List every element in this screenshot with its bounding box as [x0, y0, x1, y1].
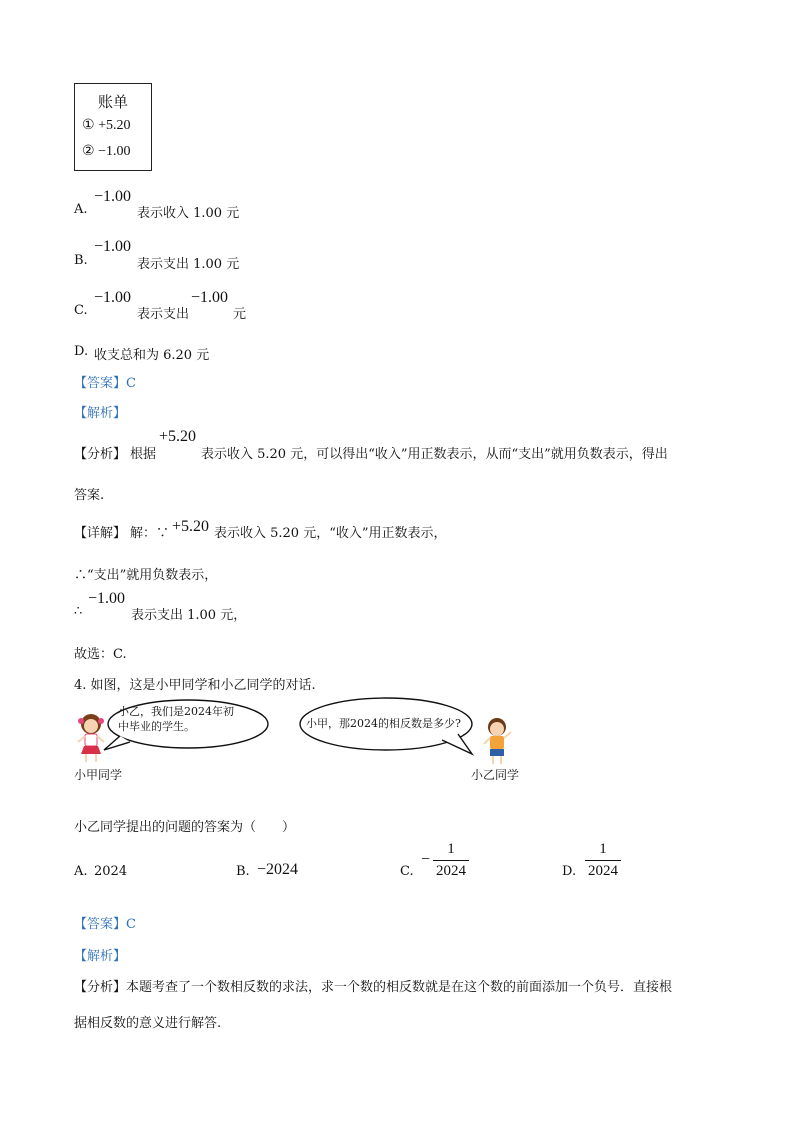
q3-xiangjie-math: +5.20 — [172, 518, 210, 535]
q4-question: 小乙同学提出的问题的答案为（ ） — [74, 820, 296, 835]
option-a-letter: A. — [74, 202, 88, 217]
bill-line-2-marker: ② — [82, 144, 95, 159]
option-b-math: −1.00 — [94, 238, 132, 255]
q4-option-d-fraction-bar — [585, 860, 621, 861]
q4-fenxi-line-1 — [74, 976, 672, 995]
q4-option-a-value: 2024 — [94, 864, 128, 879]
bill-line-2 — [82, 143, 130, 160]
speech-bubble-right-text: 小甲，那2024的相反数是多少? — [306, 717, 461, 730]
option-c-text-mid: 表示支出 — [137, 307, 190, 322]
bill-box — [74, 83, 152, 171]
q3-answer-label: 【答案】 — [74, 376, 127, 391]
option-a-math: −1.00 — [94, 188, 132, 205]
option-c-math-1: −1.00 — [94, 289, 132, 306]
option-d-letter: D. — [74, 344, 89, 359]
boy-figure-icon — [480, 716, 514, 766]
q4-option-c-numerator: 1 — [447, 841, 455, 857]
q4-answer-label: 【答案】 — [74, 917, 127, 932]
q3-fenxi-text-2: 表示收入 5.20 元，可以得出“收入”用正数表示，从而“支出”就用负数表示，得出 — [201, 447, 668, 462]
q4-option-c-fraction — [433, 841, 469, 880]
q3-xiangjie-text-1: 解：∵ — [130, 526, 170, 541]
q4-answer-value: C — [126, 917, 136, 932]
speech-bubble-left-text — [118, 704, 234, 734]
q4-option-c-denominator: 2024 — [436, 863, 466, 879]
q4-option-d-fraction — [585, 841, 621, 880]
option-d-text: 收支总和为 6.20 元 — [94, 348, 210, 363]
q4-option-d-denominator: 2024 — [588, 863, 618, 879]
boy-name-label: 小乙同学 — [471, 768, 520, 782]
bill-line-1 — [82, 117, 130, 134]
option-c-letter: C. — [74, 303, 88, 318]
option-b-letter: B. — [74, 253, 88, 268]
q4-fenxi-line-2: 据相反数的意义进行解答. — [74, 1016, 222, 1031]
q4-option-b-value: −2024 — [257, 861, 299, 878]
q3-therefore-2-symbol: ∴ — [74, 604, 83, 619]
q3-therefore-2-math: −1.00 — [88, 590, 126, 607]
girl-name-label: 小甲同学 — [74, 768, 123, 782]
q4-option-d-numerator: 1 — [599, 841, 607, 857]
speech-bubble-left-line-2: 中毕业的学生。 — [118, 720, 195, 733]
option-b-text: 表示支出 1.00 元 — [137, 257, 240, 272]
q3-therefore-2-text: 表示支出 1.00 元， — [131, 608, 247, 623]
q3-fenxi-text-1: 根据 — [130, 447, 157, 462]
q4-analysis-label: 【解析】 — [74, 949, 127, 964]
option-c-math-2: −1.00 — [191, 289, 229, 306]
bill-line-1-value: +5.20 — [98, 118, 131, 133]
q4-stem: 4. 如图，这是小甲同学和小乙同学的对话. — [74, 678, 316, 693]
q3-analysis-label: 【解析】 — [74, 406, 127, 421]
q4-option-c-fraction-bar — [433, 860, 469, 861]
q3-choose: 故选：C. — [74, 647, 127, 662]
q3-fenxi-math: +5.20 — [159, 428, 197, 445]
q4-option-a-letter: A. — [74, 864, 88, 879]
q4-answer — [74, 913, 136, 932]
q3-answer-value: C — [126, 376, 136, 391]
q4-option-c-letter: C. — [400, 864, 414, 879]
q3-xiangjie-text-2: 表示收入 5.20 元，“收入”用正数表示， — [214, 526, 447, 541]
q4-fenxi-text-1: 本题考查了一个数相反数的求法，求一个数的相反数就是在这个数的前面添加一个负号．直接根 — [126, 980, 673, 995]
q3-answer — [74, 372, 136, 391]
bill-line-1-marker: ① — [82, 118, 95, 133]
option-a-text: 表示收入 1.00 元 — [137, 206, 240, 221]
q4-option-c-sign: − — [421, 851, 431, 868]
option-c-text-end: 元 — [233, 307, 247, 322]
q3-xiangjie-label: 【详解】 — [74, 526, 127, 541]
girl-figure-icon — [74, 712, 108, 764]
q4-option-b-letter: B. — [236, 864, 250, 879]
q3-fenxi-label: 【分析】 — [74, 447, 127, 462]
q4-option-d-letter: D. — [562, 864, 577, 879]
speech-bubble-left-line-1: 小乙，我们是2024年初 — [118, 705, 234, 718]
q3-therefore-1: ∴“支出”就用负数表示， — [74, 568, 218, 583]
bill-line-2-value: −1.00 — [98, 144, 131, 159]
q3-fenxi-text-3: 答案. — [74, 488, 105, 503]
bill-title: 账单 — [97, 93, 128, 111]
q4-fenxi-label: 【分析】 — [74, 980, 127, 995]
